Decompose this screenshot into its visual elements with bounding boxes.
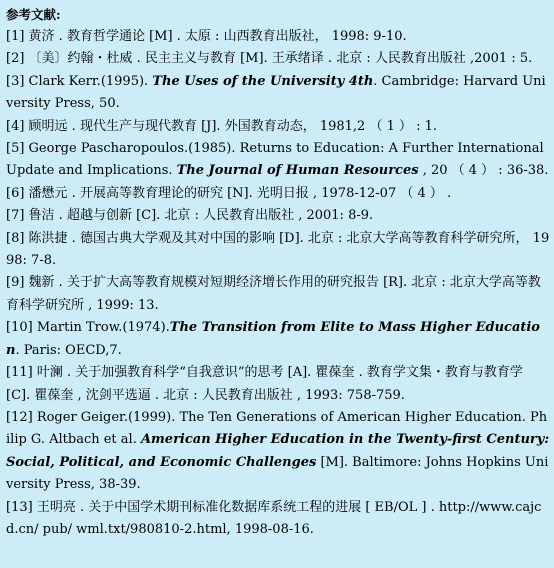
reference-item bbox=[6, 228, 550, 273]
reference-text: [5] George Pascharopoulos.(1985). Returns to Education: A Further International Update and Implications. bbox=[6, 141, 544, 179]
reference-title-italic: American Higher Education in the Twenty-first Century: Social, Political, and Economic Challenges bbox=[6, 432, 550, 470]
reference-text: [2] 〔美〕约翰・杜威 . 民主主义与教育 [M]. 王承绪译 . 北京 : 人民教育出版社 ,2001 : 5. bbox=[6, 51, 533, 67]
reference-item bbox=[6, 317, 550, 362]
reference-list bbox=[6, 26, 550, 541]
reference-title-italic: The Journal of Human Resources bbox=[176, 163, 419, 179]
reference-text: [9] 魏新 . 关于扩大高等教育规模对短期经济增长作用的研究报告 [R]. 北京 : 北京大学高等教育科学研究所 , 1999: 13. bbox=[6, 275, 541, 313]
reference-item bbox=[6, 407, 550, 497]
reference-text: [12] Roger Geiger.(1999). The Ten Generations of American Higher Education. Philip G. Altbach et al. bbox=[6, 409, 548, 448]
reference-text: [8] 陈洪捷 . 德国古典大学观及其对中国的影响 [D]. 北京 : 北京大学高等教育科学研究所， 1998: 7-8. bbox=[6, 230, 550, 269]
reference-item bbox=[6, 497, 550, 542]
references-heading: 参考文献: bbox=[6, 7, 61, 22]
reference-text: . Cambridge: Harvard University Press, 50. bbox=[6, 73, 546, 112]
reference-item bbox=[6, 116, 550, 138]
reference-text: [1] 黄济 . 教育哲学通论 [M] . 太原 : 山西教育出版社， 1998: 9-10. bbox=[6, 29, 407, 44]
reference-item bbox=[6, 71, 550, 116]
reference-item bbox=[6, 138, 550, 183]
reference-item bbox=[6, 362, 550, 407]
reference-title-italic: The Transition from Elite to Mass Higher Education bbox=[6, 320, 540, 358]
reference-text: [11] 叶澜 . 关于加强教育科学“自我意识”的思考 [A]. 瞿葆奎 . 教育学文集・教育与教育学 [C]. 瞿葆奎 , 沈剑平选逼 . 北京 : 人民教育出版社 , 1993: 758-759. bbox=[6, 365, 523, 403]
reference-text: [10] Martin Trow.(1974). bbox=[6, 320, 170, 336]
reference-text: [7] 鲁洁 . 超越与创新 [C]. 北京 : 人民教育出版社 , 2001: 8-9. bbox=[6, 208, 374, 224]
reference-title-italic: The Uses of the University 4th bbox=[152, 73, 374, 89]
reference-text: , 20 （ 4 ） : 36-38. bbox=[418, 163, 549, 179]
reference-text: [6] 潘懋元 . 开展高等教育理论的研究 [N]. 光明日报 , 1978-12-07 （ 4 ） . bbox=[6, 185, 452, 201]
reference-text: [4] 顾明远 . 现代生产与现代教育 [J]. 外国教育动态， 1981,2 （ 1 ） : 1. bbox=[6, 118, 438, 134]
reference-item bbox=[6, 26, 550, 48]
reference-text: [M]. Baltimore: Johns Hopkins University Press, 38-39. bbox=[6, 454, 549, 493]
reference-text: [13] 王明亮 . 关于中国学术期刊标准化数据库系统工程的进展 [ EB/OL ] . http://www.cajcd.cn/ pub/ wml.txt/980810-2.html, 1998-08-16. bbox=[6, 499, 542, 537]
reference-item bbox=[6, 183, 550, 205]
reference-item bbox=[6, 272, 550, 317]
reference-item bbox=[6, 48, 550, 70]
reference-text: [3] Clark Kerr.(1995). bbox=[6, 73, 153, 89]
reference-item bbox=[6, 205, 550, 227]
reference-text: . Paris: OECD,7. bbox=[15, 342, 122, 358]
